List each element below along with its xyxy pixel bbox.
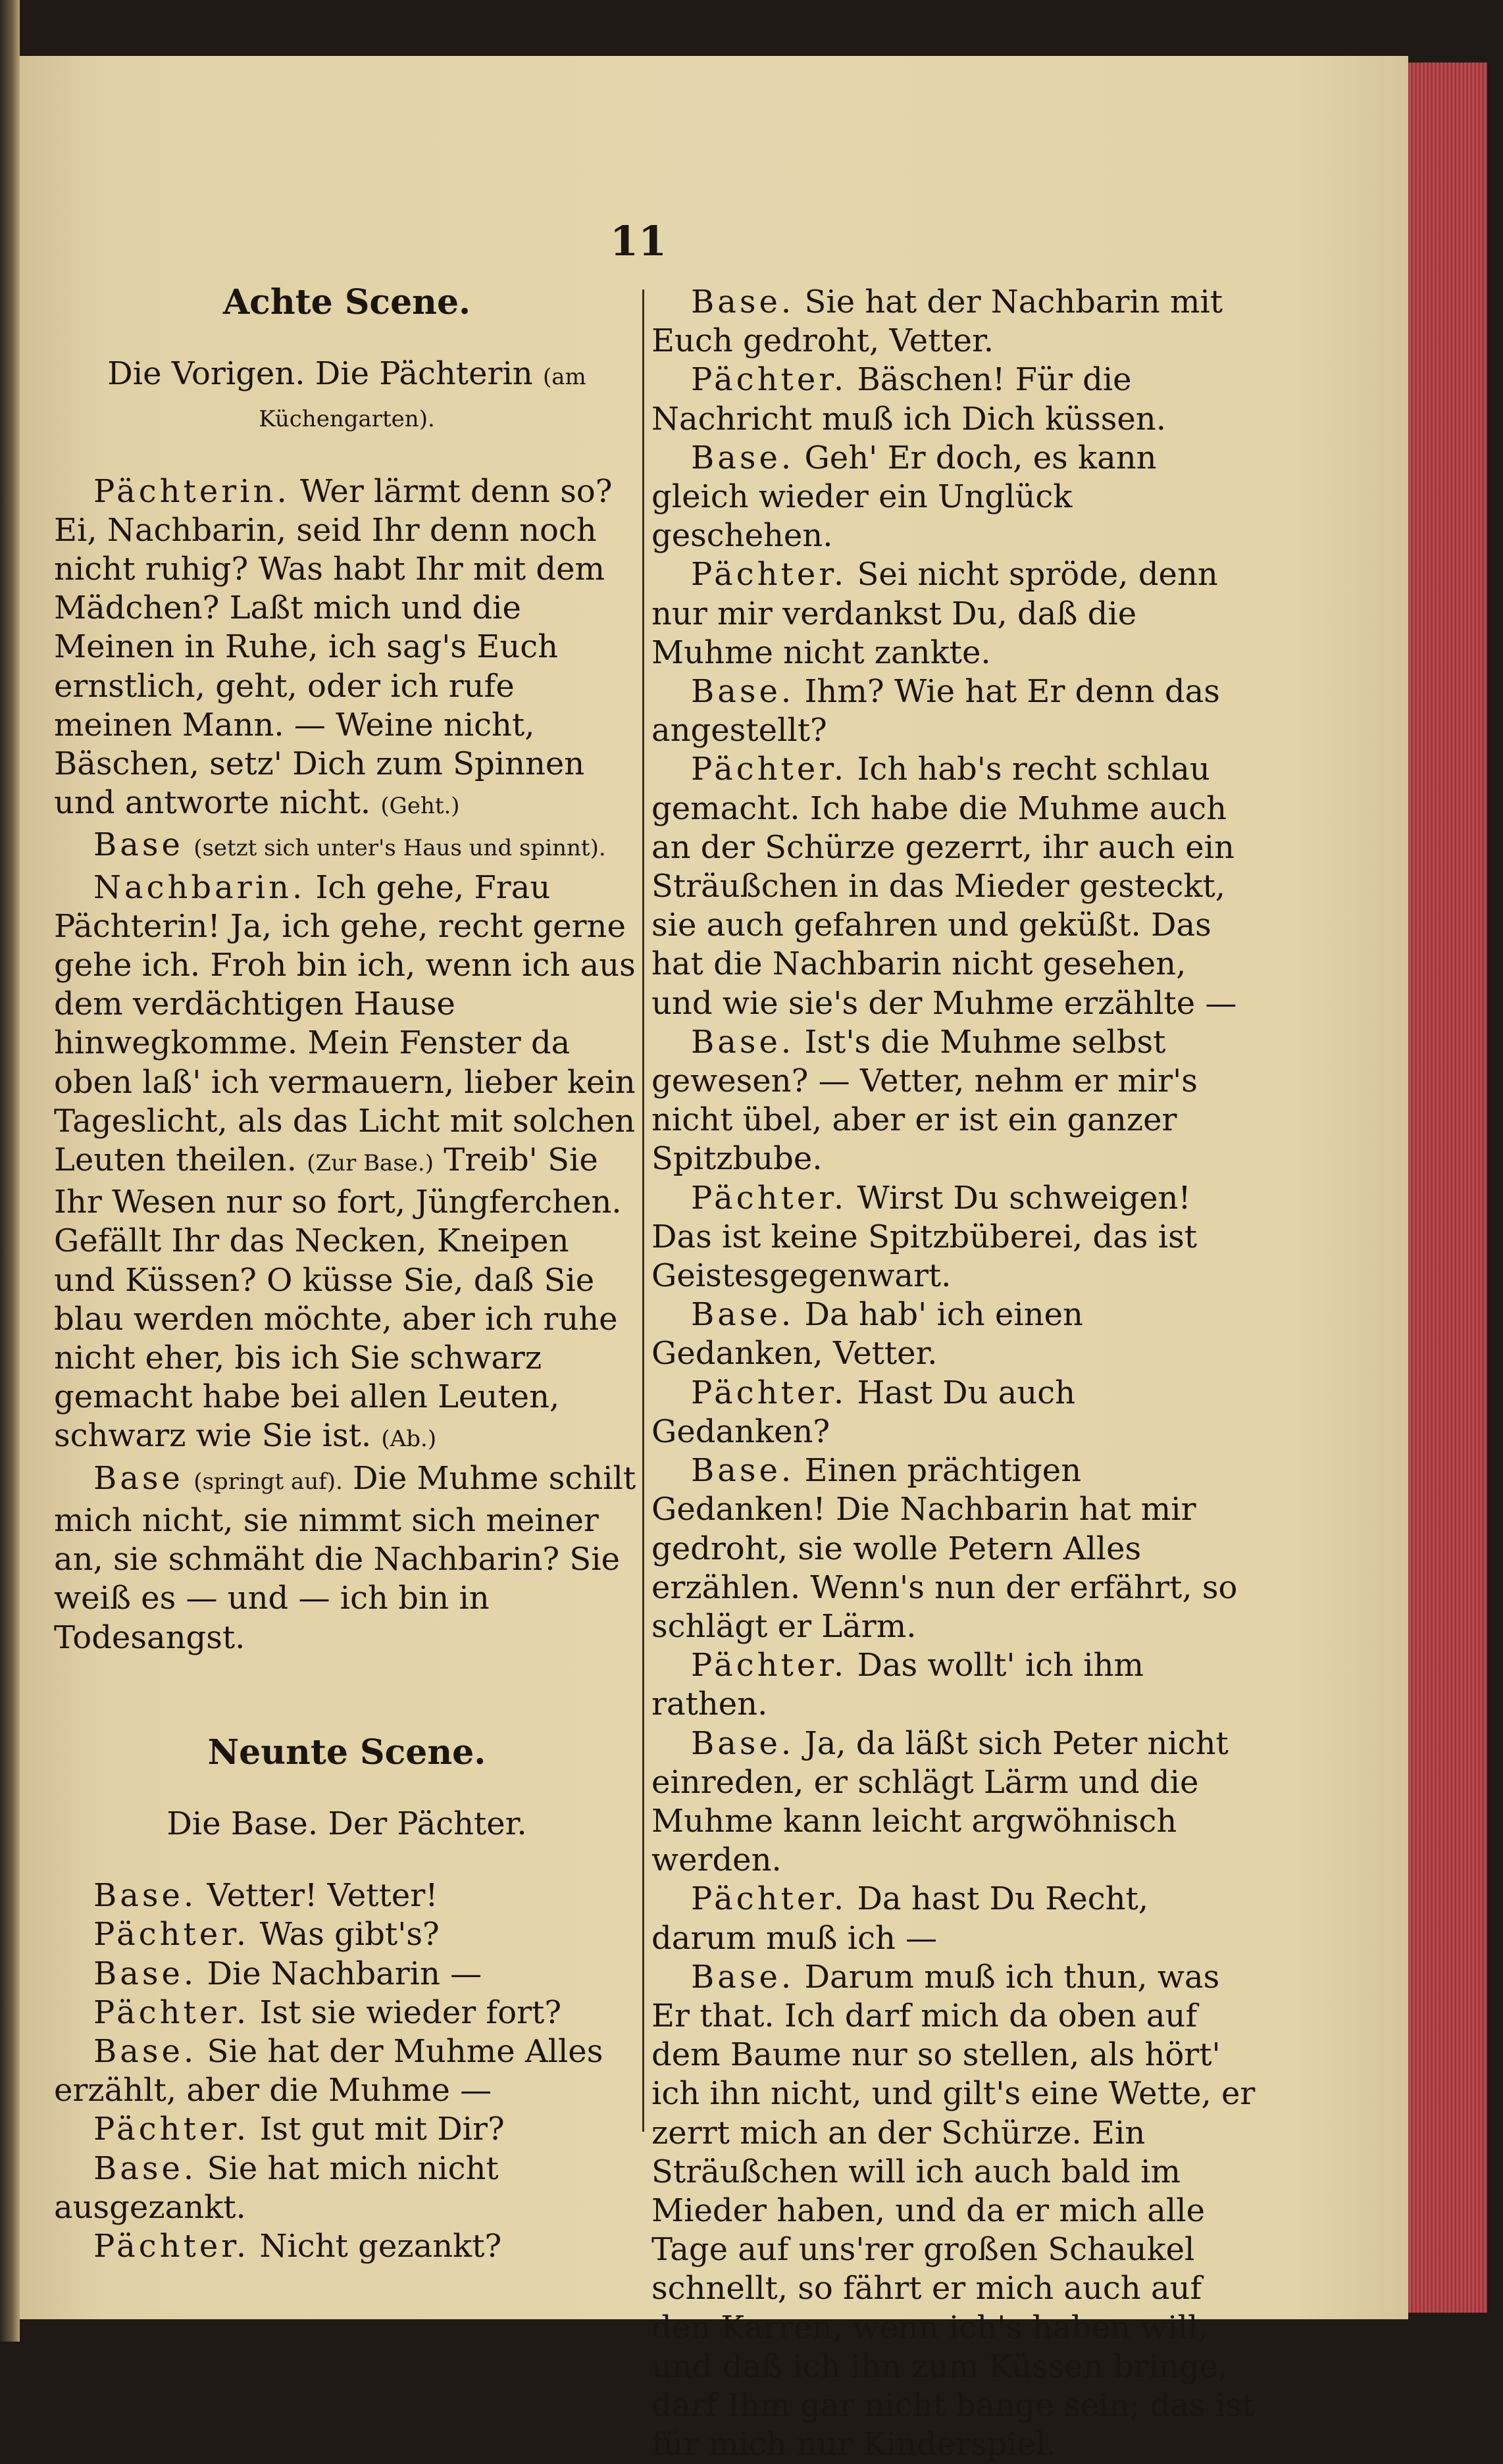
dialogue-line xyxy=(54,1876,640,1915)
stage-direction: (Ab.) xyxy=(381,1426,437,1453)
line-text: Ich hab's recht schlau gemacht. Ich habe die Muhme auch an der Schürze gezerrt, ihr auch ein Sträußchen in das Mieder gesteckt, sie auch gefahren und geküßt. Das hat die Nachbarin nicht gesehen, und wie sie's der Muhme erzählte — xyxy=(651,751,1237,1022)
line-text: Da hast Du Recht, darum muß ich — xyxy=(651,1880,1149,1957)
line-text: Da hab' ich einen Gedanken, Vetter. xyxy=(651,1296,1083,1372)
dialogue-line xyxy=(54,1459,640,1657)
line-text: Ich gehe, Frau Pächterin! Ja, ich gehe, recht gerne gehe ich. Froh bin ich, wenn ich aus dem verdächtigen Hause hinwegkomme. Mein Fenster da oben laß' ich vermauern, lieber kein Tageslicht, als das Licht mit solchen Leuten theilen. xyxy=(54,868,636,1179)
dialogue-line xyxy=(54,1955,640,1994)
stage-direction: (setzt sich unter's Haus und spinnt). xyxy=(193,835,606,862)
dialogue-line xyxy=(651,1374,1257,1451)
speaker: Base xyxy=(93,826,184,864)
page-edge xyxy=(1408,63,1487,2313)
line-text: Ist sie wieder fort? xyxy=(259,1994,562,2031)
left-column xyxy=(54,283,640,2266)
stage-direction: (Zur Base.) xyxy=(307,1150,434,1177)
page-number: 11 xyxy=(609,217,667,265)
speaker: Base. xyxy=(93,1877,197,1915)
dialogue-line xyxy=(54,2110,640,2149)
line-text: Was gibt's? xyxy=(259,1916,440,1953)
speaker: Pächter. xyxy=(93,1994,250,2031)
book-gutter xyxy=(0,0,20,2342)
speaker: Nachbarin. xyxy=(93,868,306,906)
line-text: Vetter! Vetter! xyxy=(207,1877,438,1915)
scene-dialogue xyxy=(54,1876,640,2266)
speaker: Base. xyxy=(691,1724,795,1762)
dialogue-line xyxy=(54,2150,640,2227)
speaker: Pächter. xyxy=(691,1880,848,1918)
scene-persons: Die Base. Der Pächter. xyxy=(166,1805,527,1842)
scene-dialogue xyxy=(651,283,1257,2464)
dialogue-line xyxy=(651,283,1257,361)
speaker: Base. xyxy=(691,439,795,476)
speaker: Pächter. xyxy=(691,1374,848,1411)
speaker: Base xyxy=(93,1459,184,1497)
speaker: Pächterin. xyxy=(93,472,290,510)
speaker: Pächter. xyxy=(93,2111,250,2148)
dialogue-line xyxy=(651,1724,1257,1880)
scene-persons xyxy=(54,355,640,439)
line-text: Ist gut mit Dir? xyxy=(259,2111,505,2148)
speaker: Base. xyxy=(691,1023,795,1061)
right-column xyxy=(651,283,1257,2464)
dialogue-line xyxy=(54,826,640,868)
line-text: Bäschen! Für die Nachricht muß ich Dich küssen. xyxy=(651,361,1166,438)
line-text: Einen prächtigen Gedanken! Die Nachbarin hat mir gedroht, sie wolle Petern Alles erzählen. Wenn's nun der erfährt, so schlägt er Lärm. xyxy=(651,1452,1238,1645)
dialogue-line xyxy=(651,439,1257,556)
line-text: Die Nachbarin — xyxy=(207,1955,482,1992)
column-divider xyxy=(642,289,644,2132)
speaker: Pächter. xyxy=(691,1647,848,1684)
speaker: Base. xyxy=(691,673,795,711)
speaker: Pächter. xyxy=(691,556,848,593)
line-text: Ist's die Muhme selbst gewesen? — Vetter, nehm er mir's nicht übel, aber er ist ein ganzer Spitzbube. xyxy=(651,1023,1198,1178)
stage-direction: (am Küchengarten). xyxy=(259,364,586,433)
stage-direction: (springt auf). xyxy=(193,1468,343,1495)
line-text: Sie hat mich nicht ausgezankt. xyxy=(54,2150,499,2226)
dialogue-line xyxy=(54,1994,640,2032)
scene-title: Achte Scene. xyxy=(222,282,471,322)
dialogue-line xyxy=(651,1451,1257,1646)
dialogue-line xyxy=(54,2227,640,2266)
speaker: Pächter. xyxy=(691,1179,848,1217)
dialogue-line xyxy=(54,2032,640,2110)
speaker: Base. xyxy=(93,2150,197,2187)
speaker: Pächter. xyxy=(93,2227,250,2265)
dialogue-line xyxy=(651,1958,1257,2464)
line-text: Sie hat der Nachbarin mit Euch gedroht, Vetter. xyxy=(651,284,1223,360)
dialogue-line xyxy=(54,1915,640,1954)
line-text: Nicht gezankt? xyxy=(259,2227,502,2265)
dialogue-line xyxy=(651,1295,1257,1373)
line-text: Wirst Du schweigen! Das ist keine Spitzbüberei, das ist Geistesgegenwart. xyxy=(651,1179,1197,1295)
line-text: Hast Du auch Gedanken? xyxy=(651,1374,1076,1450)
speaker: Base. xyxy=(691,284,795,320)
stage-direction: (Geht.) xyxy=(380,793,460,820)
speaker: Pächter. xyxy=(93,1916,250,1953)
line-text: Ja, da läßt sich Peter nicht einreden, er schlägt Lärm und die Muhme kann leicht argwöhnisch werden. xyxy=(651,1724,1229,1879)
dialogue-line xyxy=(651,672,1257,750)
scene-title: Neunte Scene. xyxy=(207,1732,486,1773)
line-text: Ihm? Wie hat Er denn das angestellt? xyxy=(651,673,1220,749)
dialogue-line xyxy=(54,868,640,1459)
speaker: Base. xyxy=(691,1296,795,1334)
line-text: Treib' Sie Ihr Wesen nur so fort, Jüngferchen. Gefällt Ihr das Necken, Kneipen und Küssen? O küsse Sie, daß Sie blau werden möchte, aber ich ruhe nicht eher, bis ich Sie schwarz gemacht habe bei allen Leuten, schwarz wie Sie ist. xyxy=(54,1142,622,1455)
speaker: Pächter. xyxy=(691,361,848,399)
line-text: Darum muß ich thun, was Er that. Ich darf mich da oben auf dem Baume nur so stellen, als hört' ich ihn nicht, und gilt's eine Wette, er zerrt mich an der Schürze. Ein Sträußchen will ich auch bald im Mieder haben, und da er mich alle Tage auf uns'rer großen Schaukel schnellt, so fährt er mich auch auf den Karren, wenn ich's haben will, und daß ich ihn zum Küssen bringe, darf Ihm gar nicht bange sein; das ist für mich nur Kinderspiel. xyxy=(651,1958,1256,2463)
persons-text: Die Vorigen. Die Pächterin xyxy=(107,355,533,393)
line-text: Wer lärmt denn so? Ei, Nachbarin, seid Ihr denn noch nicht ruhig? Was habt Ihr mit dem Mädchen? Laßt mich und die Meinen in Ruhe, ich sag's Euch ernstlich, geht, oder ich rufe meinen Mann. — Weine nicht, Bäschen, setz' Dich zum Spinnen und antworte nicht. xyxy=(54,472,613,822)
dialogue-line xyxy=(651,555,1257,672)
line-text: Die Muhme schilt mich nicht, sie nimmt sich meiner an, sie schmäht die Nachbarin? Sie weiß es — und — ich bin in Todesangst. xyxy=(54,1459,636,1656)
line-text: Sei nicht spröde, denn nur mir verdankst Du, daß die Muhme nicht zankte. xyxy=(651,556,1218,671)
dialogue-line xyxy=(651,361,1257,438)
line-text: Das wollt' ich ihm rathen. xyxy=(651,1647,1144,1723)
speaker: Base. xyxy=(93,2032,197,2070)
dialogue-line xyxy=(651,750,1257,1022)
dialogue-line xyxy=(651,1179,1257,1296)
line-text: Geh' Er doch, es kann gleich wieder ein Unglück geschehen. xyxy=(651,439,1157,555)
dialogue-line xyxy=(651,1023,1257,1179)
speaker: Base. xyxy=(93,1955,197,1992)
speaker: Base. xyxy=(691,1958,795,1996)
speaker: Pächter. xyxy=(691,751,848,788)
line-text: Sie hat der Muhme Alles erzählt, aber die Muhme — xyxy=(54,2032,603,2109)
dialogue-line xyxy=(651,1646,1257,1724)
dialogue-line xyxy=(54,472,640,826)
speaker: Base. xyxy=(691,1452,795,1490)
dialogue-line xyxy=(651,1880,1257,1957)
